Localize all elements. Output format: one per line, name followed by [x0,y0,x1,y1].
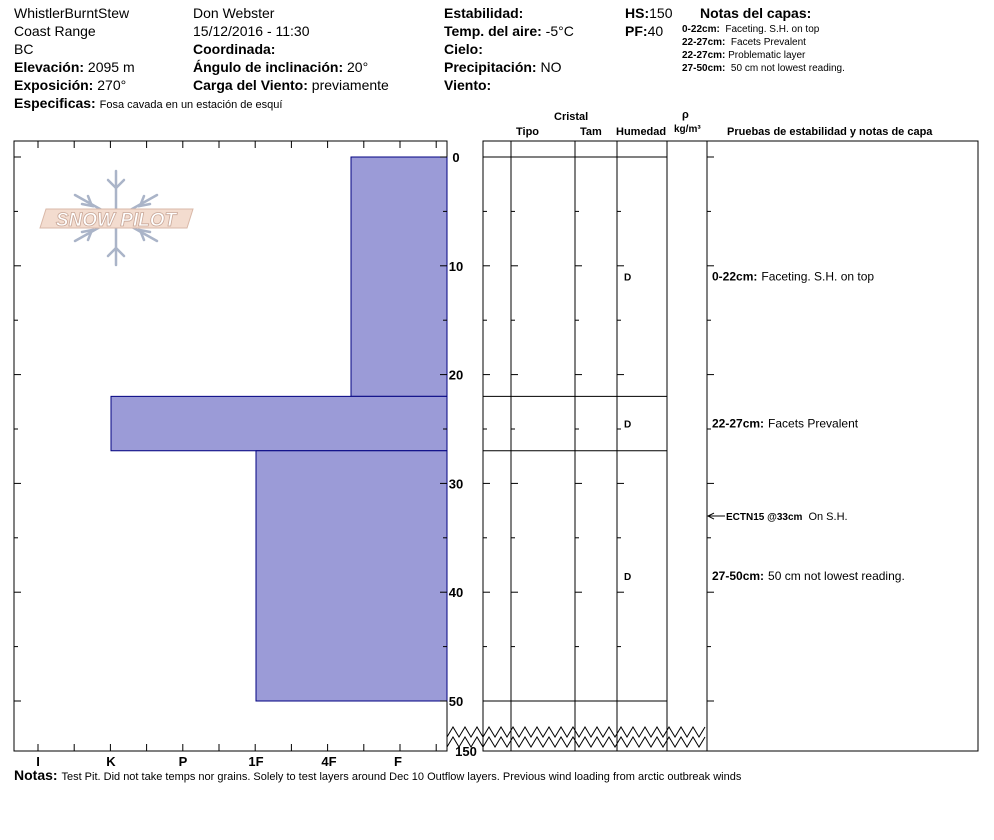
hardness-scale-label: K [106,754,116,769]
depth-tick-label: 10 [448,258,464,274]
aspect-label: Exposición: [14,77,94,93]
crystal-header: Cristal [554,111,589,123]
layer-note-text: 50 cm not lowest reading. [730,63,845,74]
depth-tick-label: 30 [448,476,464,492]
layer-note-range: 0-22cm: [682,24,720,35]
coordinate-label: Coordinada: [193,41,276,57]
layer-note-text: Facets Prevalent [730,37,806,48]
sky-label: Cielo: [444,41,483,57]
layer-annotation [712,417,859,431]
stability-label: Estabilidad: [444,5,524,21]
region: BC [14,41,34,57]
air-temp-label: Temp. del aire: [444,23,542,39]
annotation-text: 50 cm not lowest reading. [768,568,905,583]
layer-note-text: Problematic layer [728,50,806,61]
layer-note-range: 22-27cm: [682,37,726,48]
hardness-scale-label: 4F [321,754,337,769]
depth-tick-label: 40 [448,585,464,601]
air-temp-value: -5°C [545,23,574,39]
hardness-scale-label: 1F [248,754,264,769]
location-name: WhistlerBurntStew [14,5,130,21]
moisture-header: Humedad [616,126,667,138]
density-unit-header: kg/m³ [674,124,701,135]
annotation-text: Faceting. S.H. on top [761,269,875,284]
stability-test-text: On S.H. [808,511,848,524]
notes-row [14,767,741,784]
moisture-mark: D [624,571,632,583]
depth-tick-label: 20 [448,367,464,383]
snowpilot-logo [40,171,193,265]
tests-header: Pruebas de estabilidad y notas de capa [727,126,933,138]
wind-label: Viento: [444,77,492,93]
moisture-mark: D [624,419,632,431]
break-zigzag [447,727,705,737]
pf-label: PF: [625,23,648,39]
hardness-bar [256,451,447,701]
notes-label: Notas: [14,767,58,783]
hardness-scale-label: P [178,754,188,769]
stability-test-code: ECTN15 @33cm [726,512,803,524]
pf-value: 40 [647,23,664,39]
moisture-mark: D [624,272,632,284]
annotation-text: Facets Prevalent [768,416,859,431]
wind-load-value: previamente [311,77,389,93]
hardness-scale-label: F [394,754,402,769]
size-header: Tam [580,126,602,138]
precip-label: Precipitación: [444,59,537,75]
elevation-value: 2095 m [87,59,135,75]
layer-notes-title: Notas del capas: [700,5,812,21]
rho-header: ρ [682,109,689,121]
elevation-label: Elevación: [14,59,85,75]
annotation-range: 27-50cm: [712,568,765,583]
hs-label: HS: [625,5,650,21]
layer-annotation [712,569,905,583]
hs-value: 150 [649,5,673,21]
specifics-label: Especificas: [14,95,96,111]
depth-tick-label: 0 [452,150,460,165]
wind-load-label: Carga del Viento: [193,77,308,93]
specifics-value: Fosa cavada en un estación de esquí [99,99,283,111]
hardness-bar [111,396,447,450]
annotation-range: 22-27cm: [712,416,765,431]
slope-label: Ángulo de inclinación: [193,59,344,75]
hardness-scale-label: I [36,754,40,769]
annotation-range: 0-22cm: [712,269,758,284]
datetime: 15/12/2016 - 11:30 [193,23,310,39]
precip-value: NO [540,59,562,75]
aspect-value: 270° [97,77,127,93]
mountain-range: Coast Range [14,23,96,39]
type-header: Tipo [516,126,540,138]
logo-text: SNOW PILOT [55,210,177,231]
stability-test-label [726,511,848,523]
slope-value: 20° [347,59,369,75]
layer-note-text: Faceting. S.H. on top [725,24,820,35]
observer: Don Webster [193,5,275,21]
layer-annotation [712,270,874,284]
depth-tick-label: 50 [448,694,464,709]
hardness-bar [351,157,447,396]
break-zigzag [447,737,705,747]
profile-table-frame [483,141,978,751]
layer-note-range: 27-50cm: [682,63,726,74]
notes-text: Test Pit. Did not take temps nor grains. Solely to test layers around Dec 10 Outflow layers. Previous wind loading from arctic outbreak winds [61,771,742,783]
depth-bottom-label: 150 [455,744,477,759]
layer-note-range: 22-27cm: [682,50,726,61]
